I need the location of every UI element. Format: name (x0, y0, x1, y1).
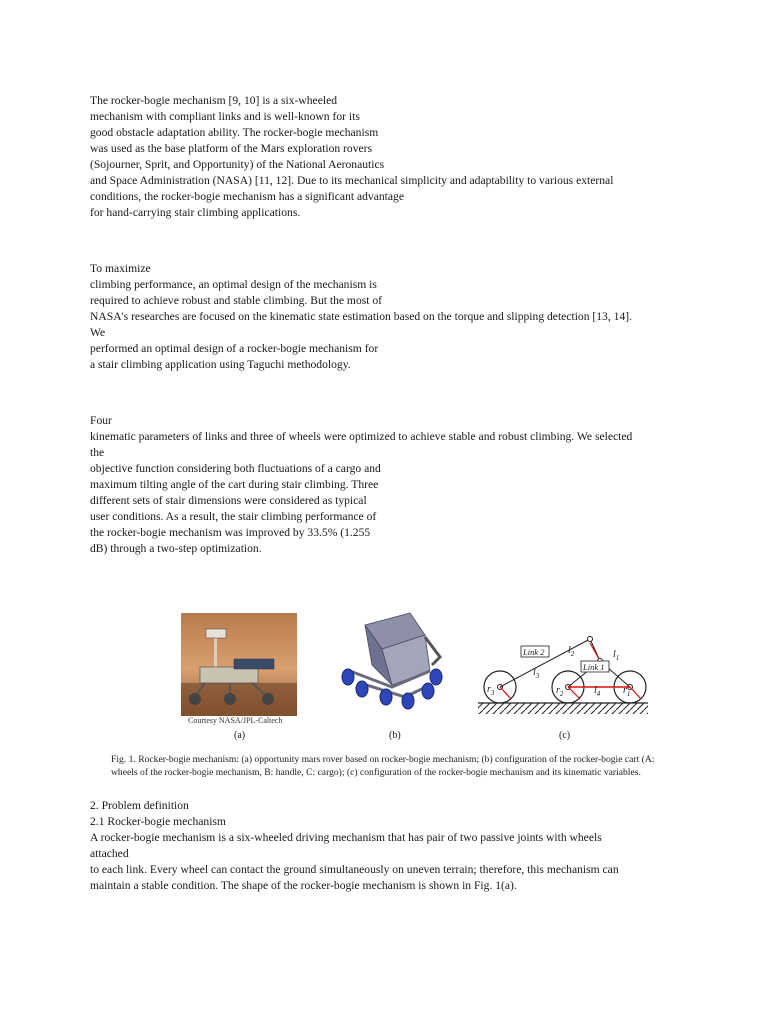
text-line: Four (90, 414, 112, 427)
l1-subscript: 1 (615, 654, 620, 662)
rover-photo (181, 613, 297, 716)
text-line: was used as the base platform of the Mars exploration rovers (90, 142, 373, 155)
text-line: attached (90, 847, 129, 860)
text-line: maximum tilting angle of the cart during stair climbing. Three (90, 478, 379, 491)
panel-label-b: (b) (389, 730, 401, 741)
text-line: The rocker-bogie mechanism [9, 10] is a six-wheeled (90, 94, 338, 107)
l1-symbol: l (613, 649, 616, 660)
section-heading: 2. Problem definition (90, 799, 189, 812)
text-line: A rocker-bogie mechanism is a six-wheeled driving mechanism that has pair of two passive joints with wheels (90, 831, 602, 844)
text-line: the rocker-bogie mechanism was improved by 33.5% (1.255 (90, 526, 371, 539)
text-line: conditions, the rocker-bogie mechanism has a significant advantage (90, 190, 404, 203)
text-line: user conditions. As a result, the stair climbing performance of (90, 510, 377, 523)
text-line: a stair climbing application using Taguchi methodology. (90, 358, 351, 371)
r1-subscript: 1 (626, 690, 631, 698)
text-line: NASA's researches are focused on the kinematic state estimation based on the torque and slipping detection [13, 14]. (90, 310, 633, 323)
l4-label (594, 685, 600, 698)
text-line: (Sojourner, Sprit, and Opportunity) of the National Aeronautics (90, 158, 385, 171)
link1-label: Link 1 (583, 662, 605, 672)
l3-label (533, 667, 539, 680)
l4-symbol: l (594, 685, 597, 696)
l3-subscript: 3 (535, 672, 540, 680)
text-line: to each link. Every wheel can contact the ground simultaneously on uneven terrain; therefore, this mechanism can (90, 863, 619, 876)
caption-line: Fig. 1. Rocker-bogie mechanism: (a) opportunity mars rover based on rocker-bogie mechanism; (b) configuration of the rocker-bogie cart (A: (111, 754, 655, 765)
l3-symbol: l (533, 667, 536, 678)
r2-symbol: r (556, 685, 560, 696)
r3-symbol: r (487, 684, 491, 695)
r1-label (623, 685, 630, 698)
link2-label: Link 2 (523, 647, 545, 657)
caption-line: wheels of the rocker-bogie mechanism, B: handle, C: cargo); (c) configuration of the rocker-bogie mechanism and its kinematic variables. (111, 767, 641, 778)
l2-subscript: 2 (570, 650, 575, 658)
text-line: the (90, 446, 105, 459)
r3-label (487, 684, 494, 697)
courtesy-credit: Courtesy NASA/JPL-Caltech (188, 716, 283, 725)
text-line: for hand-carrying stair climbing applications. (90, 206, 301, 219)
text-line: kinematic parameters of links and three of wheels were optimized to achieve stable and robust climbing. We selected (90, 430, 633, 443)
r2-label (556, 685, 563, 698)
text-line: good obstacle adaptation ability. The rocker-bogie mechanism (90, 126, 379, 139)
text-line: and Space Administration (NASA) [11, 12]. Due to its mechanical simplicity and adaptability to various external (90, 174, 614, 187)
figure-caption (111, 753, 726, 779)
text-line: required to achieve robust and stable climbing. But the most of (90, 294, 383, 307)
text-line: To maximize (90, 262, 151, 275)
kinematic-diagram (478, 637, 648, 715)
r3-subscript: 3 (490, 689, 495, 697)
text-line: mechanism with compliant links and is well-known for its (90, 110, 360, 123)
panel-label-c: (c) (559, 730, 571, 741)
text-line: We (90, 326, 106, 339)
subsection-heading: 2.1 Rocker-bogie mechanism (90, 815, 226, 828)
text-line: objective function considering both fluctuations of a cargo and (90, 462, 381, 475)
text-line: performed an optimal design of a rocker-bogie mechanism for (90, 342, 379, 355)
l4-subscript: 4 (596, 690, 601, 698)
text-line: dB) through a two-step optimization. (90, 542, 262, 555)
r2-subscript: 2 (559, 690, 564, 698)
text-line: climbing performance, an optimal design of the mechanism is (90, 278, 377, 291)
text-line: different sets of stair dimensions were considered as typical (90, 494, 367, 507)
l2-label (568, 645, 574, 658)
cart-model (342, 613, 442, 709)
panel-label-a: (a) (234, 730, 246, 741)
text-line: maintain a stable condition. The shape of the rocker-bogie mechanism is shown in Fig. 1(a). (90, 879, 517, 892)
l2-symbol: l (568, 645, 571, 656)
r1-symbol: r (623, 685, 627, 696)
l1-label (613, 649, 619, 662)
